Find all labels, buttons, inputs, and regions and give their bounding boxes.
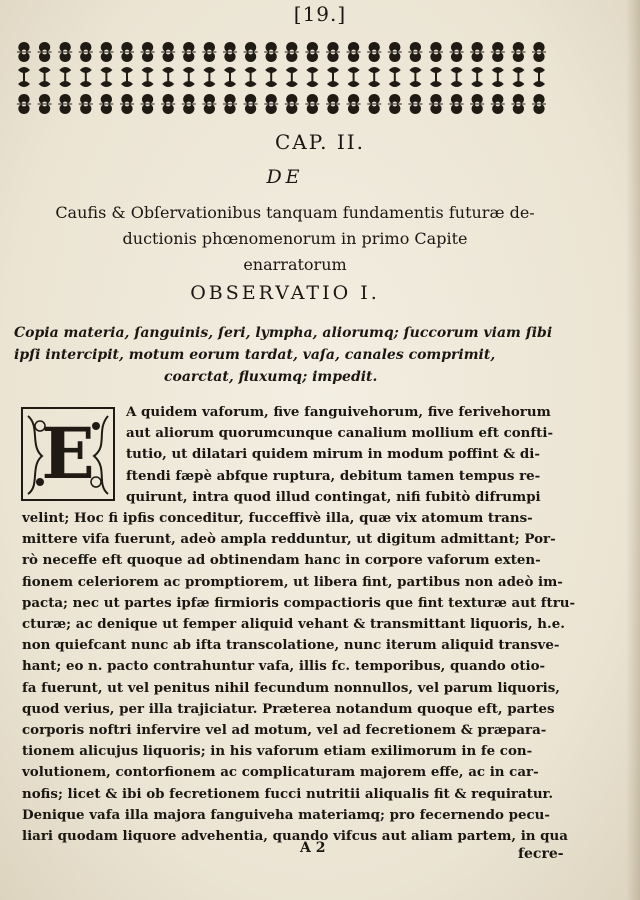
ornament-motif: [244, 94, 258, 114]
ornament-motif: [326, 42, 340, 62]
ornament-motif: [450, 94, 464, 114]
ornament-motif: [285, 94, 299, 114]
ornament-motif: [162, 67, 174, 87]
ornament-motif: [18, 67, 30, 87]
ornament-motif: [429, 94, 443, 114]
signature-mark: A 2: [300, 840, 326, 856]
ornament-motif: [38, 42, 52, 62]
ornament-motif: [38, 94, 52, 114]
ornament-motif: [203, 67, 215, 87]
body-line: nofis; licet & ibi ob fecretionem fucci nutritii aliqualis fit & requiratur.: [22, 785, 554, 802]
ornament-motif: [470, 94, 484, 114]
thesis-line: coarctat, fluxumq; impedit.: [164, 369, 378, 385]
ornament-motif: [141, 42, 155, 62]
ornament-motif: [58, 42, 72, 62]
ornament-motif: [306, 67, 318, 87]
catchword: fecre-: [518, 846, 564, 862]
body-line: pacta; nec ut partes ipfæ firmioris compactioris que fint texturæ aut ftru-: [22, 594, 576, 611]
ornament-motif: [429, 42, 443, 62]
chapter-number: CAP. II.: [274, 130, 366, 154]
ornament-motif: [202, 42, 216, 62]
body-line: hant; eo n. pacto contrahuntur vafa, illis fc. temporibus, quando otio-: [22, 658, 546, 675]
ornament-motif: [142, 67, 154, 87]
ornament-motif: [264, 42, 278, 62]
ornament-motif: [223, 94, 237, 114]
thesis-line: ipſi intercipit, motum eorum tardat, vaſa, canales comprimit,: [14, 347, 496, 363]
ornament-motif: [58, 94, 72, 114]
ornament-motif: [492, 67, 504, 87]
ornament-motif: [368, 67, 380, 87]
ornament-motif: [408, 42, 422, 62]
body-line: volutionem, contorfionem ac complicaturam majorem effe, ac in car-: [22, 764, 539, 781]
body-line: quirunt, intra quod illud contingat, nifi fubitò difrumpi: [126, 488, 541, 505]
ornament-motif: [532, 42, 546, 62]
ornament-motif: [120, 94, 134, 114]
body-line: velint; Hoc fi ipfis conceditur, fucceffivè illa, quæ vix atomum trans-: [22, 510, 533, 527]
ornament-border: [10, 36, 555, 116]
ornament-motif: [121, 67, 133, 87]
body-line: tutio, ut dilatari quidem mirum in modum poffint & di-: [126, 446, 540, 463]
body-line: rò neceffe eft quoque ad obtinendam hanc in corpore vaforum exten-: [22, 552, 541, 569]
page-number: [19.]: [293, 2, 347, 26]
ornament-motif: [367, 42, 381, 62]
ornament-motif: [388, 42, 402, 62]
body-line: tionem alicujus liquoris; in his vaforum etiam exilimorum in fe con-: [22, 743, 533, 760]
ornament-motif: [347, 42, 361, 62]
ornament-motif: [17, 42, 31, 62]
ornament-motif: [409, 67, 421, 87]
body-line: aut aliorum quorumcunque canalium mollium eft confti-: [126, 425, 554, 442]
observation-thesis: [14, 322, 574, 388]
ornament-motif: [141, 94, 155, 114]
ornament-motif: [470, 42, 484, 62]
ornament-motif: [511, 42, 525, 62]
ornament-motif: [533, 67, 545, 87]
ornament-motif: [202, 94, 216, 114]
ornament-motif: [161, 42, 175, 62]
body-line: liari quodam liquore advehentia, quando vifcus aut aliam partem, in qua: [22, 828, 568, 845]
ornament-motif: [183, 67, 195, 87]
heading-line: Caufis & Obſervationibus tanquam fundamentis futuræ de-: [55, 203, 535, 222]
dropcap-letter: E: [41, 412, 95, 495]
ornament-motif: [305, 94, 319, 114]
heading-line: enarratorum: [243, 255, 347, 274]
chapter-heading: [30, 200, 560, 278]
body-line: A quidem vaforum, five fanguivehorum, five ferivehorum: [126, 404, 551, 420]
ornament-motif: [99, 94, 113, 114]
ornament-motif: [59, 67, 71, 87]
ornament-motif: [285, 42, 299, 62]
ornament-motif: [39, 67, 51, 87]
ornament-motif: [99, 42, 113, 62]
ornament-motif: [389, 67, 401, 87]
ornament-motif: [388, 94, 402, 114]
ornament-motif: [244, 42, 258, 62]
body-line: cturæ; ac denique ut femper aliquid vehant & transmittant liquoris, h.e.: [22, 616, 565, 633]
body-line: quod verius, per illa trajiciatur. Præterea notandum quoque eft, partes: [22, 700, 555, 717]
page-edge-shadow: [626, 0, 640, 900]
ornament-motif: [264, 94, 278, 114]
ornament-motif: [367, 94, 381, 114]
heading-line: ductionis phœnomenorum in primo Capite: [122, 229, 468, 248]
ornament-motif: [348, 67, 360, 87]
ornament-motif: [79, 94, 93, 114]
ornament-motif: [512, 67, 524, 87]
observatio-title: OBSERVATIO I.: [190, 282, 380, 304]
ornament-motif: [286, 67, 298, 87]
body-line: fionem celeriorem ac promptiorem, ut libera fint, partibus non adeò im-: [22, 573, 563, 590]
ornament-motif: [491, 42, 505, 62]
ornament-motif: [182, 42, 196, 62]
body-line: fa fuerunt, ut vel penitus nihil fecundum nonnullos, vel parum liquoris,: [22, 679, 560, 696]
body-line: Denique vafa illa majora fanguiveha materiamq; pro fecernendo pecu-: [22, 806, 550, 823]
chapter-de: DE: [266, 166, 304, 188]
ornament-motif: [326, 94, 340, 114]
ornament-motif: [451, 67, 463, 87]
ornament-motif: [79, 42, 93, 62]
thesis-line: Copia materia, ſanguinis, ſeri, lympha, aliorumq; ſuccorum viam ſibi: [14, 325, 553, 341]
ornament-motif: [161, 94, 175, 114]
ornament-motif: [80, 67, 92, 87]
ornament-motif: [532, 94, 546, 114]
ornament-motif: [450, 42, 464, 62]
ornament-motif: [265, 67, 277, 87]
ornament-motif: [471, 67, 483, 87]
ornament-motif: [491, 94, 505, 114]
ornament-motif: [430, 67, 442, 87]
ornament-motif: [305, 42, 319, 62]
ornament-motif: [223, 42, 237, 62]
ornament-motif: [100, 67, 112, 87]
body-line: ftendi fæpè abfque ruptura, debitum tamen tempus re-: [126, 467, 541, 484]
ornament-motif: [347, 94, 361, 114]
ornament-motif: [511, 94, 525, 114]
body-line: non quiefcant nunc ab ifta transcolatione, nunc iterum aliquid transve-: [22, 637, 560, 654]
ornament-motif: [182, 94, 196, 114]
body-line: corporis noftri infervire vel ad motum, vel ad fecretionem & præpara-: [22, 722, 547, 739]
ornament-motif: [17, 94, 31, 114]
body-text: [22, 402, 576, 847]
body-line: mittere vifa fuerunt, adeò ampla redduntur, ut digitum admittant; Por-: [22, 531, 556, 548]
ornament-motif: [224, 67, 236, 87]
ornament-motif: [327, 67, 339, 87]
ornament-motif: [245, 67, 257, 87]
ornament-motif: [120, 42, 134, 62]
ornament-motif: [408, 94, 422, 114]
